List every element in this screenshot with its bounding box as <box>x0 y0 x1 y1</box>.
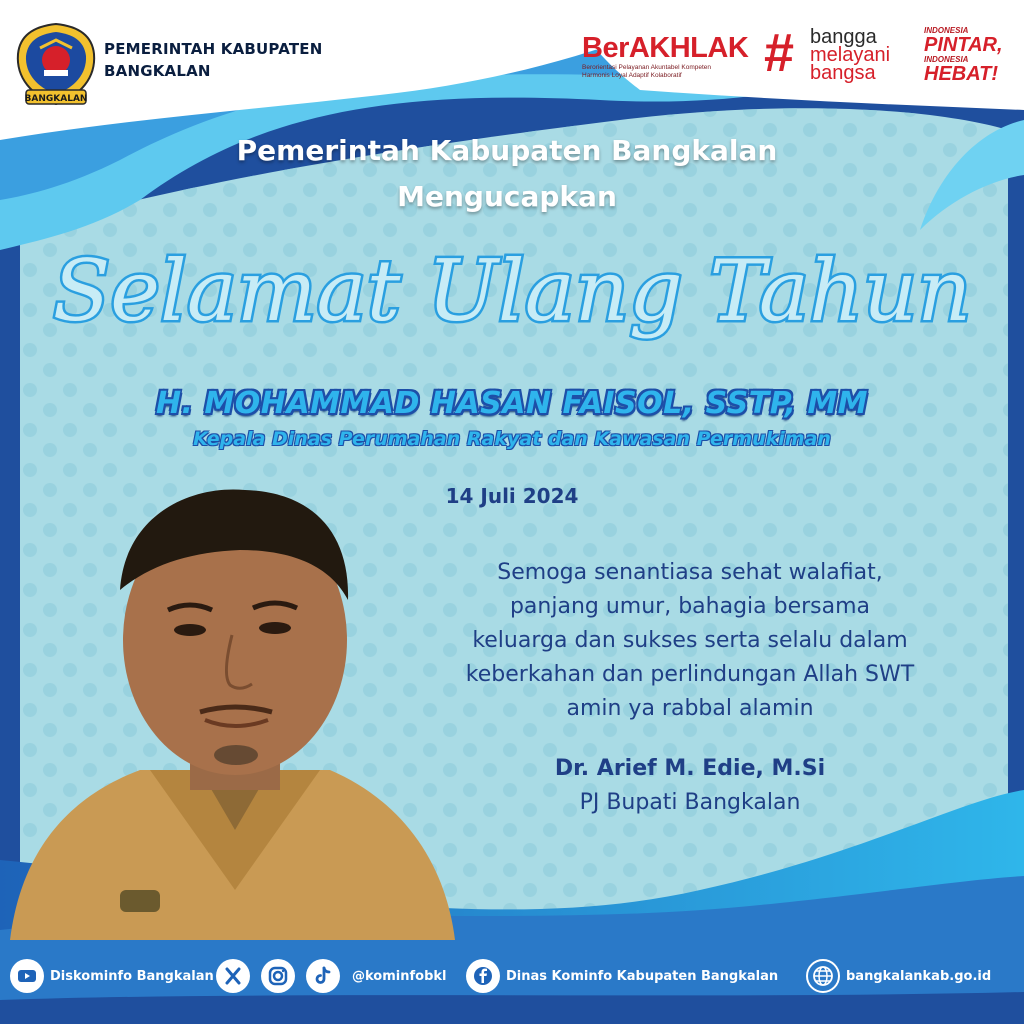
x-icon <box>216 959 250 993</box>
message-line-1: Semoga senantiasa sehat walafiat, <box>497 560 883 585</box>
facebook-link[interactable] <box>466 959 778 993</box>
tiktok-link[interactable] <box>306 959 446 993</box>
honoree-portrait <box>0 470 470 950</box>
pintar-big-2: HEBAT! <box>924 63 999 85</box>
youtube-icon <box>10 959 44 993</box>
government-name-line2: BANGKALAN <box>104 62 211 80</box>
x-link[interactable] <box>216 959 250 993</box>
government-name <box>104 38 364 82</box>
berakhlak-tagline-2: Harmonis Loyal Adaptif Kolaboratif <box>582 72 682 79</box>
bangga-melayani-bangsa-logo <box>764 23 924 84</box>
social-footer <box>0 948 1024 1004</box>
bangga-line2: melayani <box>810 44 891 66</box>
youtube-link[interactable] <box>10 959 214 993</box>
regency-crest <box>14 20 98 112</box>
pintar-small-2: INDONESIA <box>924 55 969 64</box>
facebook-label: Dinas Kominfo Kabupaten Bangkalan <box>506 968 779 984</box>
globe-icon <box>806 959 840 993</box>
message-line-2: panjang umur, bahagia bersama <box>509 594 871 619</box>
heading-line1: Pemerintah Kabupaten Bangkalan <box>236 134 778 167</box>
signer-title: PJ Bupati Bangkalan <box>579 790 801 815</box>
greeting-message <box>420 556 960 726</box>
instagram-icon <box>261 959 295 993</box>
facebook-icon <box>466 959 500 993</box>
heading-line2: Mengucapkan <box>397 180 617 213</box>
tiktok-icon <box>306 959 340 993</box>
script-title <box>0 205 1024 365</box>
website-label: bangkalankab.go.id <box>846 968 992 984</box>
website-link[interactable] <box>806 959 991 993</box>
honoree-position: Kepala Dinas Perumahan Rakyat dan Kawasan Permukiman <box>193 428 831 450</box>
script-title-text: Selamat Ulang Tahun <box>52 242 972 340</box>
berakhlak-tagline-1: Berorientasi Pelayanan Akuntabel Kompeten <box>582 64 712 71</box>
message-line-5: amin ya rabbal alamin <box>566 696 814 721</box>
pintar-big-1: PINTAR, <box>924 34 1003 56</box>
berakhlak-wordmark: BerAKHLAK <box>582 32 749 64</box>
birthday-date: 14 Juli 2024 <box>445 484 579 508</box>
instagram-link[interactable] <box>261 959 295 993</box>
indonesia-pintar-hebat-logo <box>924 26 1016 96</box>
message-line-4: keberkahan dan perlindungan Allah SWT <box>465 662 915 687</box>
berakhlak-logo <box>582 32 762 80</box>
hashtag-icon: # <box>764 23 795 83</box>
youtube-label: Diskominfo Bangkalan <box>50 968 214 984</box>
message-line-3: keluarga dan sukses serta selalu dalam <box>472 628 908 653</box>
social-handle-label: @kominfobkl <box>352 968 447 984</box>
signer-name: Dr. Arief M. Edie, M.Si <box>554 756 826 781</box>
bangga-line1: bangga <box>810 26 877 48</box>
pintar-small-1: INDONESIA <box>924 26 969 35</box>
honoree-name: H. MOHAMMAD HASAN FAISOL, SSTP, MM <box>155 386 869 421</box>
crest-banner-text: BANGKALAN <box>24 94 88 104</box>
bangga-line3: bangsa <box>810 62 876 84</box>
government-name-line1: PEMERINTAH KABUPATEN <box>104 40 323 58</box>
